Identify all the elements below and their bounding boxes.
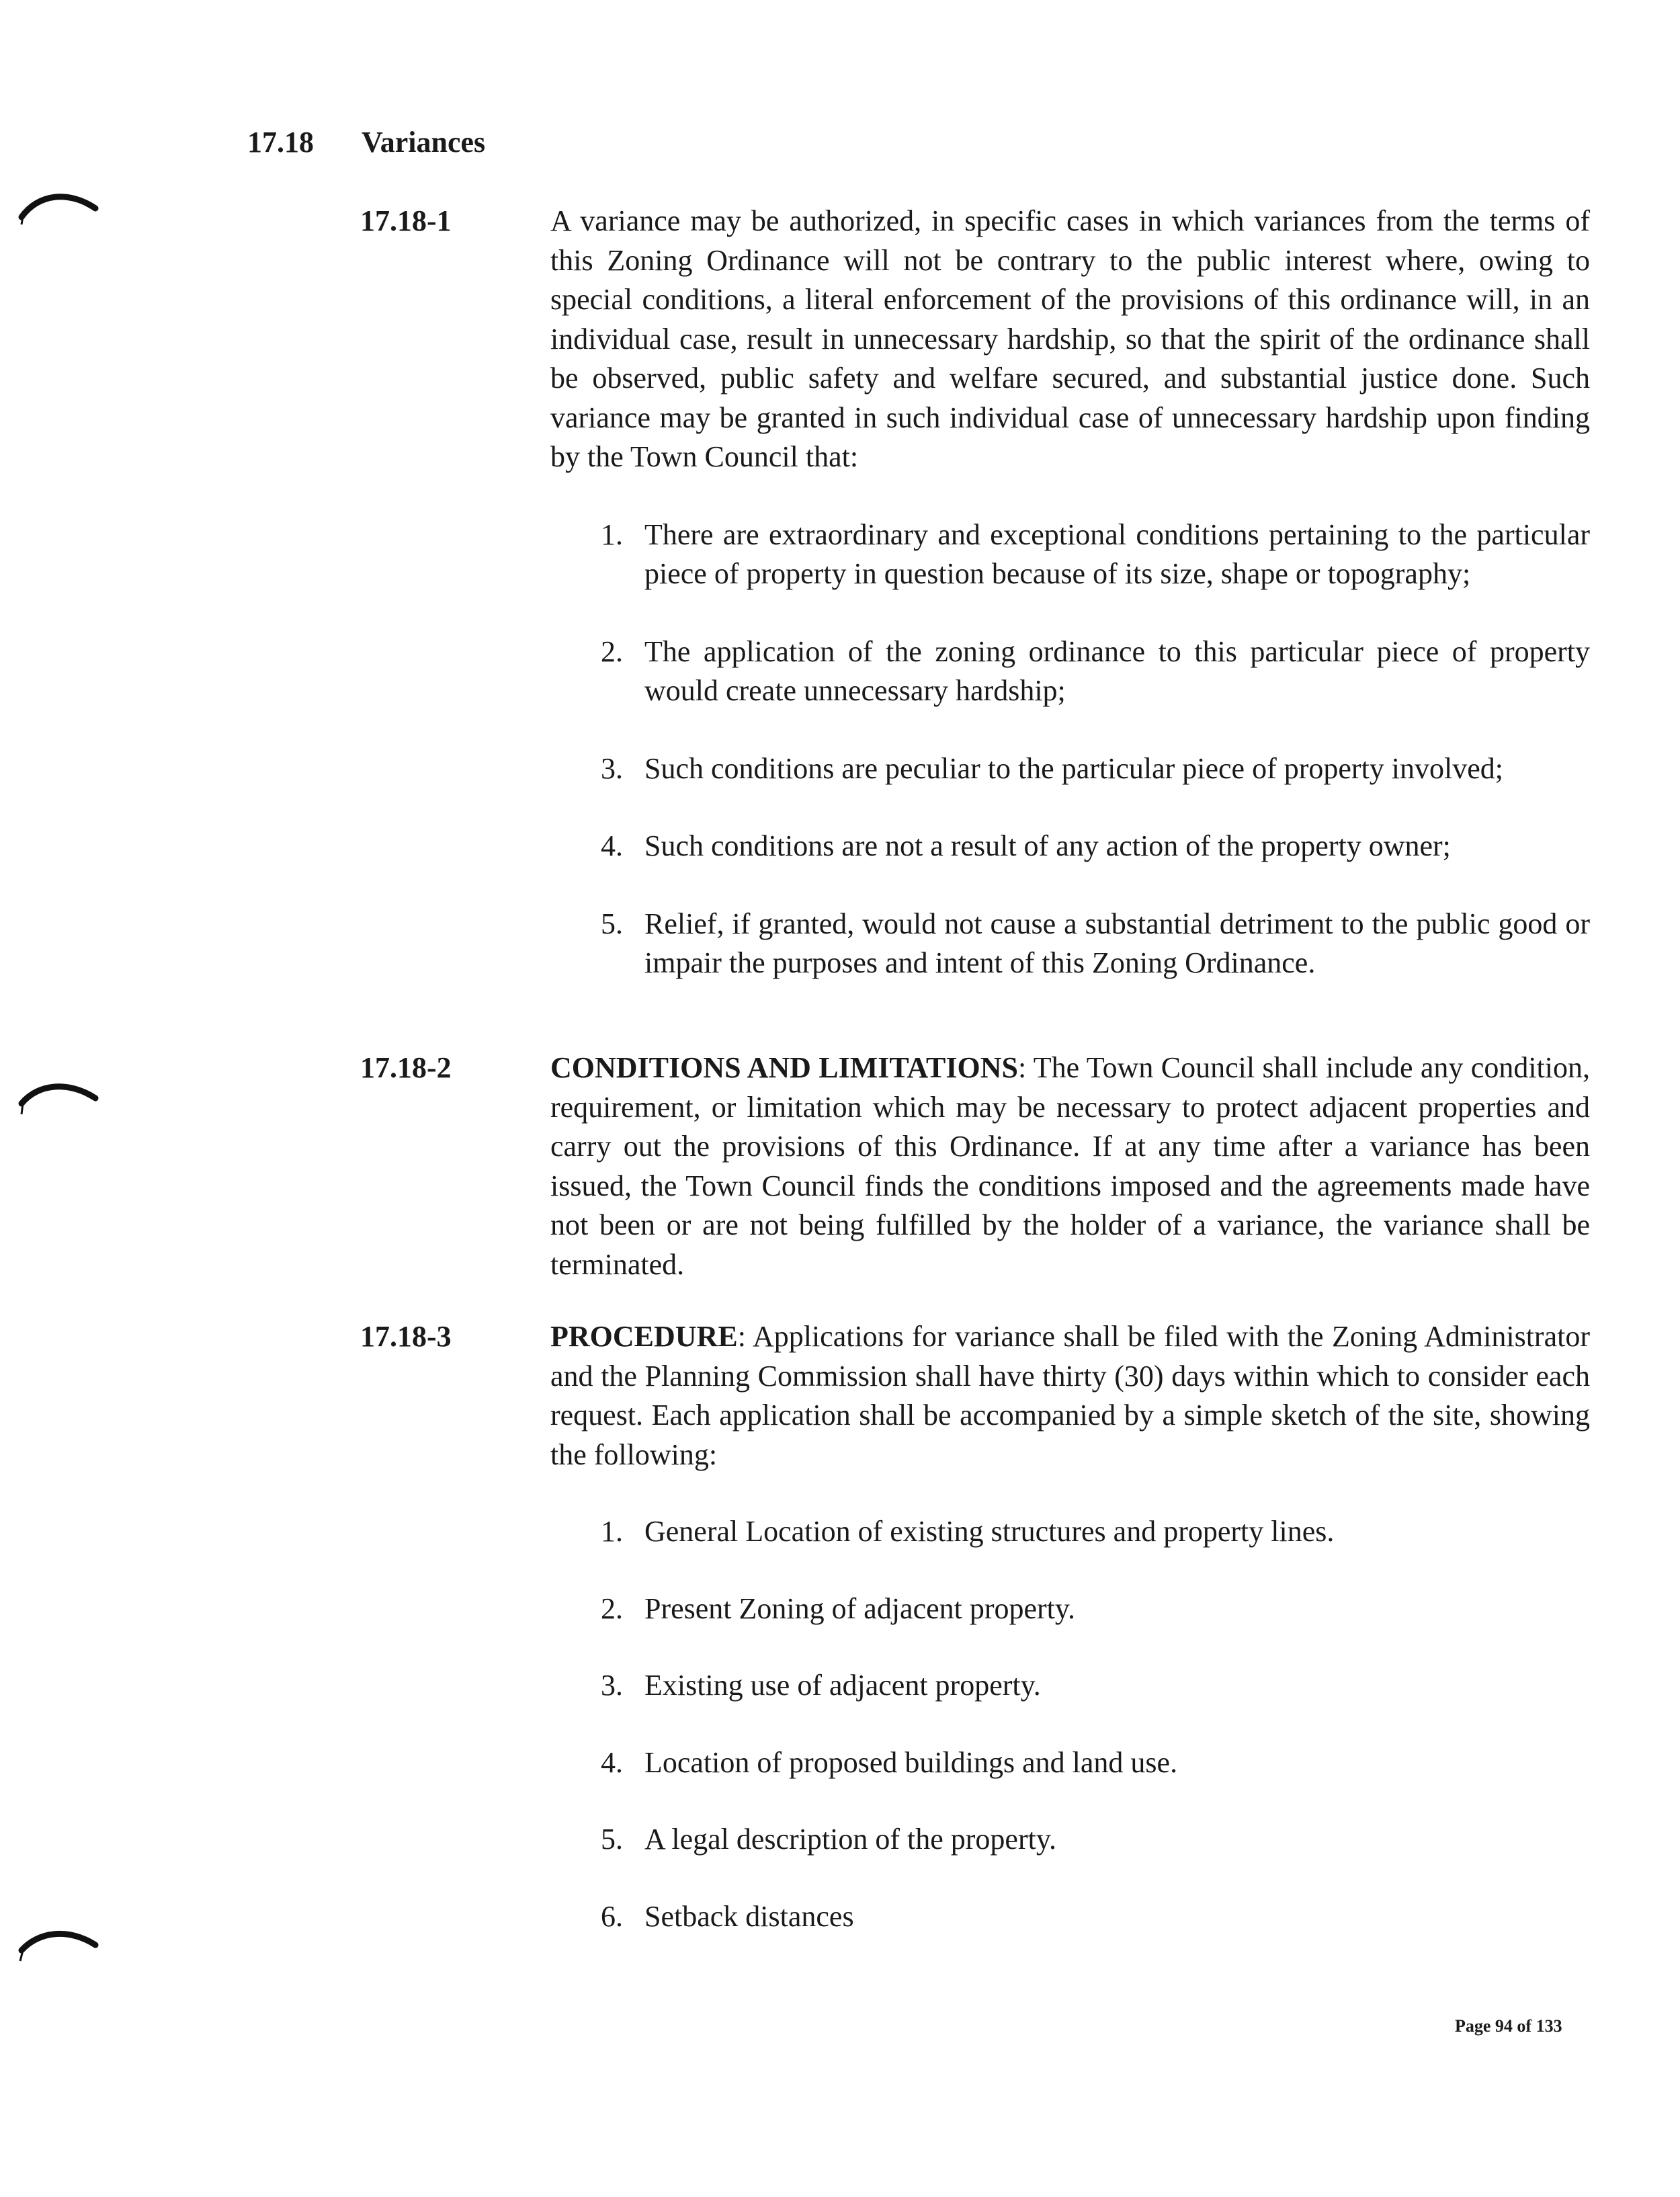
list-item-text: Location of proposed buildings and land use.	[644, 1745, 1178, 1779]
binder-hole-mark-icon	[15, 187, 102, 227]
list-item-text: There are extraordinary and exceptional conditions pertaining to the particular piece of property in question because of its size, shape or topography;	[644, 517, 1590, 590]
list-item-text: The application of the zoning ordinance to this particular piece of property would create unnecessary hardship;	[644, 634, 1590, 707]
subsection-body	[550, 202, 1590, 983]
list-item	[550, 1512, 1590, 1552]
list-item-text: Existing use of adjacent property.	[644, 1669, 1041, 1702]
list-item-number: 4.	[601, 1745, 623, 1779]
subsection-paragraph	[550, 1048, 1590, 1284]
list-item	[550, 515, 1590, 594]
list-item-number: 1.	[601, 517, 623, 551]
list-item-number: 3.	[601, 751, 623, 785]
subsection-lead: CONDITIONS AND LIMITATIONS	[550, 1051, 1018, 1084]
list-item-number: 1.	[601, 1515, 623, 1548]
list-item	[550, 1666, 1590, 1706]
list-item-number: 4.	[601, 829, 623, 862]
page-number: Page 94 of 133	[1455, 2016, 1562, 2036]
subsection-number: 17.18-3	[360, 1320, 452, 1353]
list-item	[550, 1589, 1590, 1629]
list-item-text: General Location of existing structures and property lines.	[644, 1515, 1335, 1548]
list-item-text: Relief, if granted, would not cause a substantial detriment to the public good or impair the purposes and intent of this Zoning Ordinance.	[644, 907, 1590, 979]
list-item	[550, 749, 1590, 789]
list-item-text: Present Zoning of adjacent property.	[644, 1591, 1076, 1625]
list-item	[550, 632, 1590, 711]
list-item	[550, 905, 1590, 983]
hardship-findings-list	[550, 515, 1590, 983]
section-title: Variances	[362, 126, 486, 159]
list-item-text: Such conditions are not a result of any action of the property owner;	[644, 829, 1451, 862]
list-item-number: 2.	[601, 1591, 623, 1625]
list-item-number: 5.	[601, 1823, 623, 1856]
sketch-requirements-list	[550, 1512, 1590, 1936]
section-heading	[247, 122, 485, 163]
subsection-text: : The Town Council shall include any condition, requirement, or limitation which may be necessary to protect adjacent properties and carry out the provisions of this Ordinance. If at any time after a variance has been issued, the Town Council finds the conditions imposed and the agreements made have not been or are not being fulfilled by the holder of a variance, the variance shall be terminated.	[550, 1051, 1591, 1281]
subsection-number: 17.18-2	[360, 1051, 452, 1084]
list-item	[550, 1897, 1590, 1937]
section-number: 17.18	[247, 126, 314, 159]
list-item-text: A legal description of the property.	[644, 1823, 1056, 1856]
list-item	[550, 1743, 1590, 1783]
binder-hole-mark-icon	[15, 1075, 102, 1116]
subsection-text: : Applications for variance shall be filed with the Zoning Administrator and the Planning Commission shall have thirty (30) days within which to consider each request. Each application shall be accompanied by a simple sketch of the site, showing the following:	[550, 1320, 1590, 1471]
list-item	[550, 1820, 1590, 1860]
list-item-text: Such conditions are peculiar to the particular piece of property involved;	[644, 751, 1503, 785]
subsection-body	[550, 1317, 1590, 1936]
list-item-number: 3.	[601, 1669, 623, 1702]
subsection-paragraph: A variance may be authorized, in specific cases in which variances from the terms of this Zoning Ordinance will not be contrary to the public interest where, owing to special conditions, a literal enforcement of the provisions of this ordinance will, in an individual case, result in unnecessary hardship, so that the spirit of the ordinance shall be observed, public safety and welfare secured, and substantial justice done. Such variance may be granted in such individual case of unnecessary hardship upon finding by the Town Council that:	[550, 204, 1590, 473]
list-item-number: 2.	[601, 634, 623, 668]
list-item	[550, 827, 1590, 866]
subsection-paragraph	[550, 1317, 1590, 1475]
subsection-lead: PROCEDURE	[550, 1320, 738, 1353]
subsection-number: 17.18-1	[360, 204, 452, 237]
list-item-number: 5.	[601, 907, 623, 940]
subsection-body	[550, 1048, 1590, 1284]
list-item-text: Setback distances	[644, 1899, 854, 1933]
binder-hole-mark-icon	[15, 1922, 102, 1962]
list-item-number: 6.	[601, 1899, 623, 1933]
